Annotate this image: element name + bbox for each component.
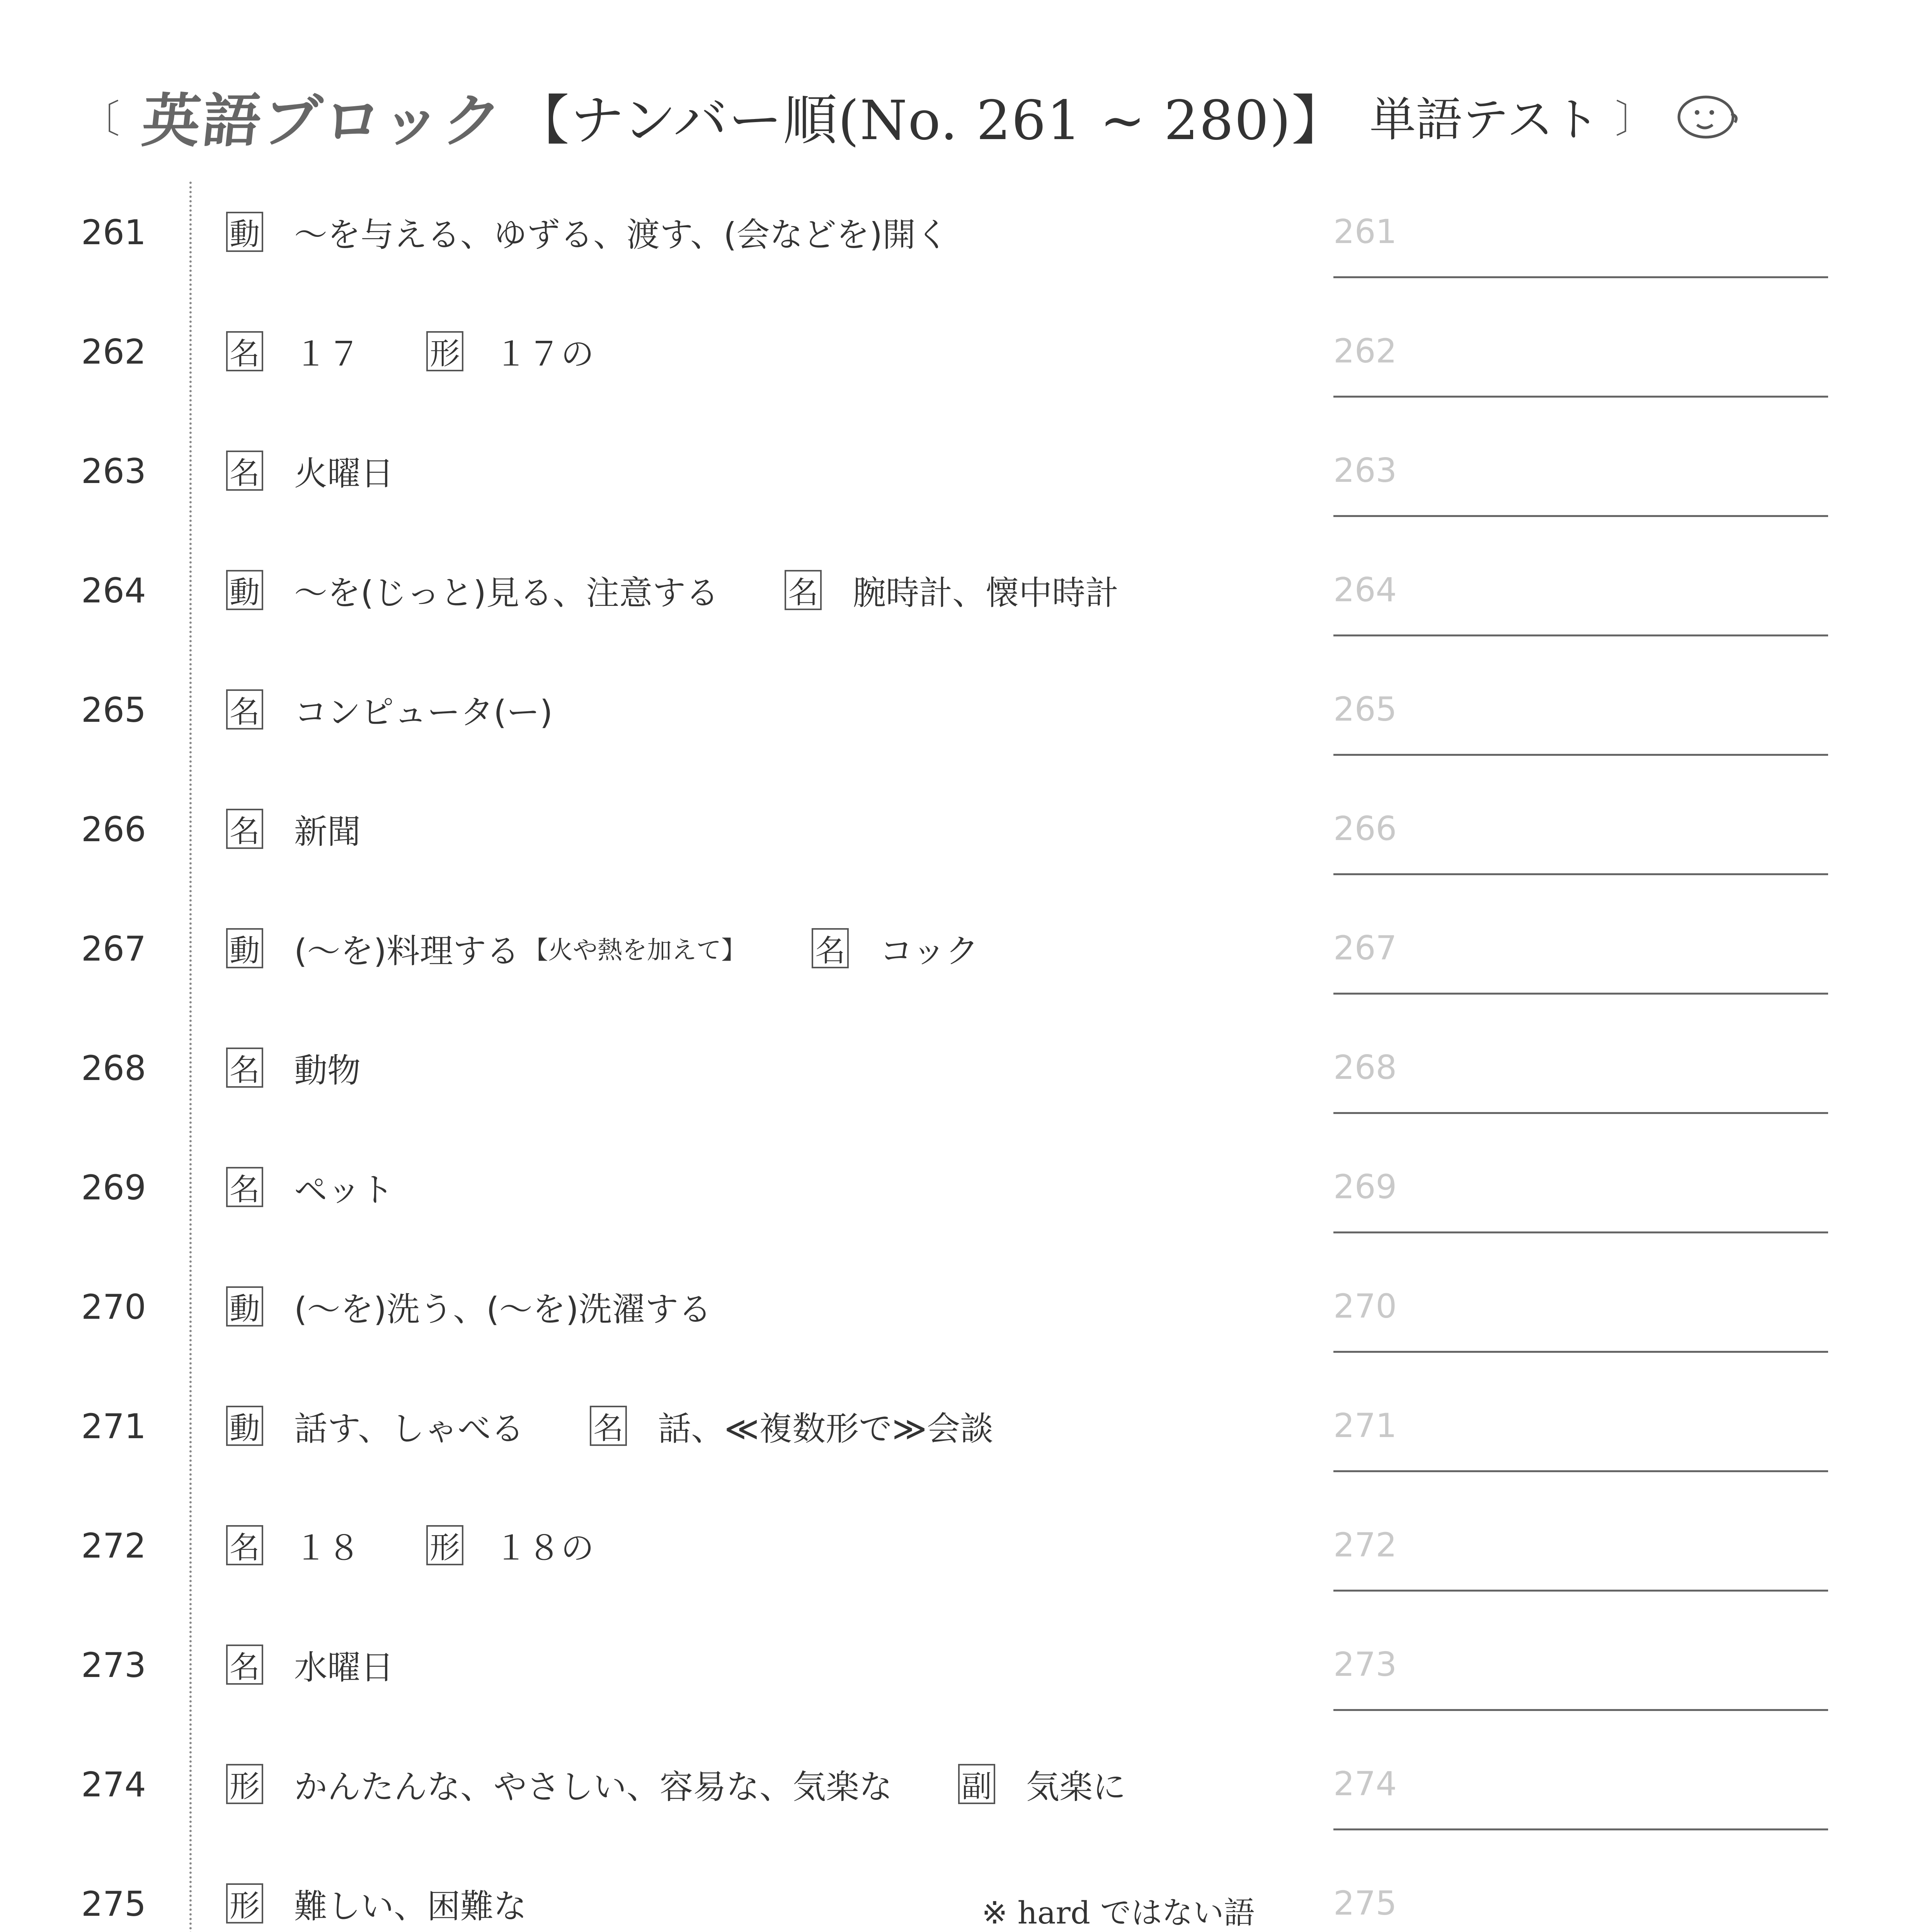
word-number: 266 <box>81 810 146 849</box>
part-of-speech-badge: 名 <box>226 689 263 730</box>
definition-group <box>226 1283 712 1330</box>
definition-group <box>226 925 979 971</box>
word-number: 272 <box>81 1526 146 1566</box>
answer-write-line[interactable] <box>1333 1112 1828 1114</box>
word-row <box>0 1611 1917 1730</box>
answer-write-line[interactable] <box>1333 993 1828 995</box>
answer-write-line[interactable] <box>1333 873 1828 875</box>
part-of-speech-badge: 動 <box>226 1406 263 1446</box>
definition-text: ～を(じっと)見る、注意する <box>294 574 719 612</box>
usage-note: ※ hard ではない語 <box>982 1895 1255 1931</box>
answer-hint-number: 266 <box>1333 810 1397 848</box>
definition-text: (～を)洗う、(～を)洗濯する <box>294 1290 712 1329</box>
word-number: 269 <box>81 1168 146 1208</box>
part-of-speech-badge: 名 <box>226 1645 263 1685</box>
header-bracket-open: 〔 <box>81 97 120 142</box>
answer-hint-number: 269 <box>1333 1168 1397 1206</box>
part-of-speech-badge: 名 <box>226 451 263 491</box>
page-title: 【ナンバー順(No. 261 ~ 280)】 <box>515 89 1347 152</box>
answer-hint-number: 275 <box>1333 1884 1397 1923</box>
definition-group <box>226 1761 1126 1807</box>
definition-text: 話す、しゃべる <box>294 1410 524 1448</box>
part-of-speech-badge: 形 <box>226 1764 263 1804</box>
answer-hint-number: 261 <box>1333 213 1397 251</box>
word-row <box>0 1252 1917 1372</box>
part-of-speech-badge: 名 <box>226 331 263 371</box>
part-of-speech-badge: 名 <box>812 928 849 968</box>
word-number: 265 <box>81 690 146 730</box>
definition-group <box>226 1522 594 1568</box>
definition-text: 腕時計、懐中時計 <box>853 574 1119 612</box>
definition-text: ペット <box>294 1171 394 1209</box>
word-number: 271 <box>81 1406 146 1446</box>
word-number: 261 <box>81 213 146 252</box>
definition-text: かんたんな、やさしい、容易な、気楽な <box>294 1768 892 1806</box>
part-of-speech-badge: 名 <box>590 1406 627 1446</box>
word-row <box>0 894 1917 1014</box>
part-of-speech-badge: 名 <box>226 1167 263 1207</box>
definition-group <box>226 806 361 852</box>
part-of-speech-badge: 動 <box>226 570 263 610</box>
definition-text: １７ <box>294 335 361 374</box>
answer-hint-number: 265 <box>1333 690 1397 729</box>
part-of-speech-badge: 名 <box>226 1525 263 1565</box>
word-row <box>0 417 1917 536</box>
answer-hint-number: 263 <box>1333 451 1397 490</box>
answer-hint-number: 264 <box>1333 571 1397 609</box>
page-header <box>81 58 1820 174</box>
word-row <box>0 536 1917 655</box>
word-number: 267 <box>81 929 146 969</box>
definition-text: コンピュータ(ー) <box>294 693 553 732</box>
part-of-speech-badge: 副 <box>958 1764 995 1804</box>
answer-write-line[interactable] <box>1333 396 1828 398</box>
definition-text: 動物 <box>294 1051 361 1090</box>
definition-text: 水曜日 <box>294 1648 394 1687</box>
word-row <box>0 1372 1917 1491</box>
part-of-speech-badge: 動 <box>226 1286 263 1327</box>
definition-group <box>226 1403 993 1449</box>
mascot-face-icon <box>1673 87 1743 145</box>
answer-write-line[interactable] <box>1333 1351 1828 1353</box>
answer-hint-number: 274 <box>1333 1765 1397 1803</box>
word-number: 275 <box>81 1884 146 1924</box>
part-of-speech-badge: 形 <box>226 1883 263 1923</box>
definition-group <box>226 447 394 494</box>
answer-write-line[interactable] <box>1333 1470 1828 1472</box>
word-row <box>0 1849 1917 1932</box>
answer-hint-number: 268 <box>1333 1048 1397 1087</box>
definition-group <box>226 209 949 255</box>
part-of-speech-badge: 名 <box>226 809 263 849</box>
definition-text: コック <box>880 932 979 971</box>
answer-write-line[interactable] <box>1333 634 1828 636</box>
word-number: 264 <box>81 571 146 611</box>
definition-group <box>226 686 553 733</box>
answer-hint-number: 267 <box>1333 929 1397 968</box>
part-of-speech-badge: 動 <box>226 212 263 252</box>
word-number: 263 <box>81 451 146 491</box>
definition-group <box>226 1641 394 1688</box>
definition-text: 火曜日 <box>294 454 394 493</box>
word-row <box>0 1014 1917 1133</box>
answer-hint-number: 271 <box>1333 1406 1397 1445</box>
word-row <box>0 1133 1917 1252</box>
definition-text: １７の <box>494 335 594 374</box>
word-list <box>0 178 1917 1932</box>
word-number: 262 <box>81 332 146 372</box>
part-of-speech-badge: 形 <box>426 331 463 371</box>
definition-note: 【火や熱を加えて】 <box>523 936 746 965</box>
answer-write-line[interactable] <box>1333 1709 1828 1711</box>
header-bracket-close: 〕 <box>1615 97 1654 142</box>
part-of-speech-badge: 動 <box>226 928 263 968</box>
definition-group <box>226 328 594 374</box>
definition-group <box>226 1164 394 1210</box>
definition-text: 話、≪複数形で≫会談 <box>658 1410 994 1448</box>
word-row <box>0 1491 1917 1611</box>
definition-group <box>226 567 1119 613</box>
word-number: 273 <box>81 1645 146 1685</box>
answer-hint-number: 270 <box>1333 1287 1397 1326</box>
word-number: 268 <box>81 1048 146 1088</box>
definition-text: 難しい、困難な <box>294 1887 527 1926</box>
word-row <box>0 655 1917 775</box>
word-number: 270 <box>81 1287 146 1327</box>
answer-write-line[interactable] <box>1333 1231 1828 1233</box>
word-number: 274 <box>81 1765 146 1804</box>
part-of-speech-badge: 名 <box>226 1048 263 1088</box>
answer-write-line[interactable] <box>1333 754 1828 756</box>
definition-group <box>226 1044 361 1091</box>
answer-write-line[interactable] <box>1333 515 1828 517</box>
answer-hint-number: 262 <box>1333 332 1397 371</box>
word-row <box>0 178 1917 297</box>
definition-text: 新聞 <box>294 813 361 851</box>
word-row <box>0 297 1917 417</box>
part-of-speech-badge: 名 <box>785 570 822 610</box>
word-row <box>0 775 1917 894</box>
page-subtitle: 単語テスト <box>1369 93 1600 147</box>
definition-text: ～を与える、ゆずる、渡す、(会などを)開く <box>294 216 949 254</box>
definition-text: １８ <box>294 1529 361 1568</box>
answer-write-line[interactable] <box>1333 1828 1828 1830</box>
answer-write-line[interactable] <box>1333 276 1828 278</box>
part-of-speech-badge: 形 <box>426 1525 463 1565</box>
word-row <box>0 1730 1917 1849</box>
definition-group <box>226 1880 527 1927</box>
definition-text: 気楽に <box>1026 1768 1126 1806</box>
answer-write-line[interactable] <box>1333 1590 1828 1592</box>
brand-logo: 英語ブロック <box>139 88 507 155</box>
answer-hint-number: 273 <box>1333 1645 1397 1684</box>
definition-text: (～を)料理する <box>294 932 520 971</box>
answer-hint-number: 272 <box>1333 1526 1397 1565</box>
definition-text: １８の <box>494 1529 594 1568</box>
